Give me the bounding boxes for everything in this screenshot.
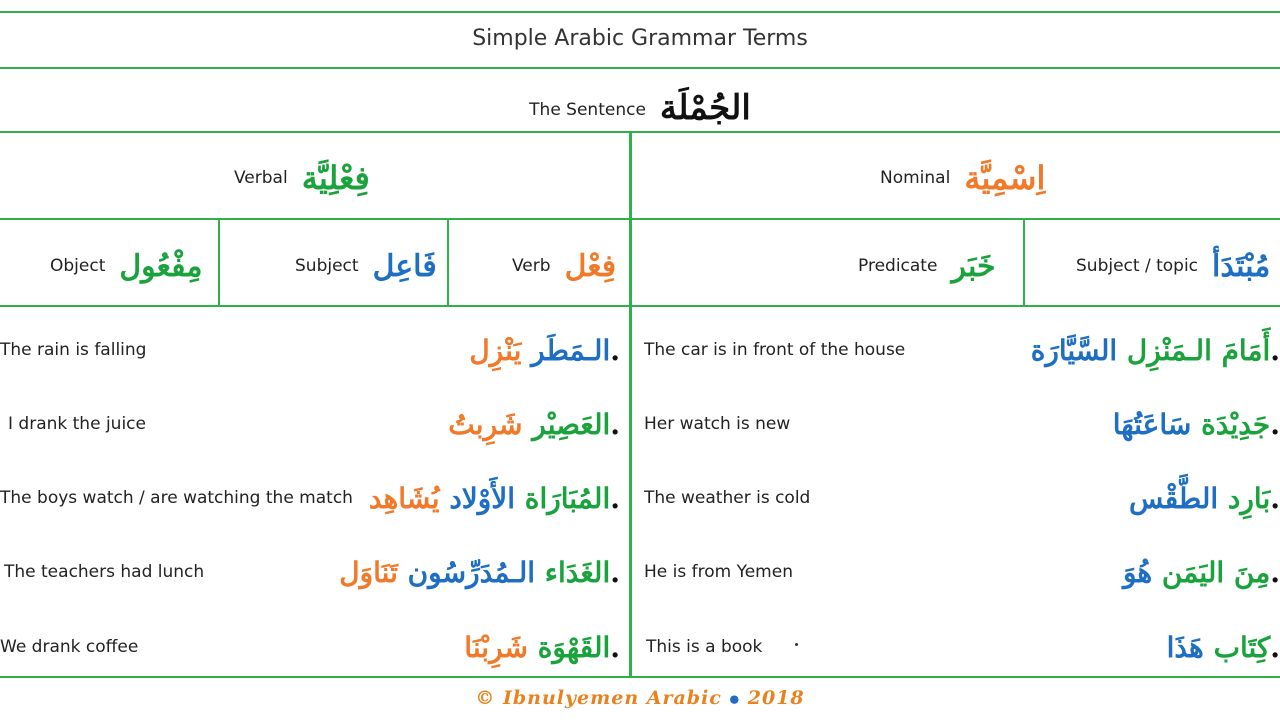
stray-dot bbox=[795, 643, 798, 646]
sentence-divider bbox=[0, 131, 1280, 133]
header-verb-arabic: فِعْل bbox=[564, 248, 617, 284]
header-predicate-arabic: خَبَر bbox=[951, 248, 996, 284]
verbal-example-arabic: .القَهْوَة شَرِبْنَا bbox=[464, 630, 620, 664]
sentence-heading bbox=[0, 78, 1280, 128]
verbal-example-english: We drank coffee bbox=[0, 637, 139, 657]
verbal-example-arabic: .المُبَارَاة الأَوْلاد يُشَاهِد bbox=[368, 481, 620, 515]
header-subject-english: Subject bbox=[295, 256, 359, 276]
list-item bbox=[0, 402, 620, 446]
footer-year: 2018 bbox=[747, 687, 805, 709]
predicate-topic-divider bbox=[1023, 218, 1025, 307]
header-topic-arabic: مُبْتَدَأ bbox=[1212, 248, 1271, 284]
nominal-english: Nominal bbox=[880, 168, 951, 188]
sentence-english: The Sentence bbox=[529, 100, 646, 120]
title-divider bbox=[0, 67, 1280, 69]
header-divider bbox=[0, 305, 1280, 307]
header-verb bbox=[512, 238, 616, 294]
header-predicate bbox=[858, 238, 996, 294]
list-item bbox=[0, 476, 620, 520]
list-item bbox=[0, 550, 620, 594]
header-topic-english: Subject / topic bbox=[1076, 256, 1199, 276]
header-subject-arabic: فَاعِل bbox=[372, 248, 437, 284]
header-topic bbox=[1076, 238, 1270, 294]
header-object-english: Object bbox=[50, 256, 106, 276]
footer-copyright: © Ibnulyemen Arabic bbox=[475, 687, 722, 709]
nominal-example-arabic: .أَمَامَ الـمَنْزِل السَّيَّارَة bbox=[1030, 333, 1280, 367]
nominal-type bbox=[880, 150, 1045, 206]
nominal-example-arabic: .مِنَ اليَمَن هُوَ bbox=[1122, 555, 1280, 589]
header-predicate-english: Predicate bbox=[858, 256, 938, 276]
list-item bbox=[644, 550, 1280, 594]
nominal-example-arabic: .كِتَاب هَذَا bbox=[1166, 630, 1280, 664]
verbal-example-arabic: .الغَدَاء الـمُدَرِّسُون تَنَاوَل bbox=[339, 555, 620, 589]
list-item bbox=[644, 476, 1280, 520]
nominal-example-english: The car is in front of the house bbox=[644, 340, 906, 360]
list-item bbox=[644, 328, 1280, 372]
verbal-example-arabic: .الـمَطَر يَنْزِل bbox=[469, 333, 620, 367]
verbal-example-arabic: .العَصِيْر شَرِبتُ bbox=[448, 407, 620, 441]
verbal-arabic: فِعْلِيَّة bbox=[301, 159, 370, 197]
type-divider bbox=[0, 218, 1280, 220]
verbal-example-english: The teachers had lunch bbox=[4, 562, 205, 582]
verbal-example-english: The boys watch / are watching the match bbox=[0, 488, 353, 508]
verbal-example-english: I drank the juice bbox=[8, 414, 146, 434]
sentence-arabic: الجُمْلَة bbox=[659, 88, 751, 128]
verbal-example-english: The rain is falling bbox=[0, 340, 147, 360]
page-title: Simple Arabic Grammar Terms bbox=[472, 26, 808, 51]
center-column-divider bbox=[629, 131, 632, 678]
top-border bbox=[0, 11, 1280, 13]
nominal-arabic: اِسْمِيَّة bbox=[964, 159, 1046, 197]
subject-verb-divider bbox=[447, 218, 449, 307]
nominal-example-english: This is a book bbox=[646, 637, 763, 657]
list-item bbox=[644, 402, 1280, 446]
list-item bbox=[0, 625, 620, 669]
header-object-arabic: مِفْعُول bbox=[119, 248, 203, 284]
copyright-footer bbox=[0, 687, 1280, 709]
nominal-example-english: Her watch is new bbox=[644, 414, 791, 434]
nominal-example-arabic: .جَدِيْدَة سَاعَتُهَا bbox=[1112, 407, 1280, 441]
footer-bullet: ● bbox=[729, 692, 741, 706]
header-subject bbox=[295, 238, 437, 294]
object-subject-divider bbox=[218, 218, 220, 307]
list-item bbox=[0, 328, 620, 372]
list-item bbox=[646, 625, 1280, 669]
bottom-border bbox=[0, 676, 1280, 678]
header-object bbox=[50, 238, 202, 294]
nominal-example-arabic: .بَارِد الطَّقْس bbox=[1129, 481, 1280, 515]
header-verb-english: Verb bbox=[512, 256, 551, 276]
nominal-example-english: The weather is cold bbox=[644, 488, 811, 508]
nominal-example-english: He is from Yemen bbox=[644, 562, 793, 582]
verbal-english: Verbal bbox=[234, 168, 288, 188]
verbal-type bbox=[234, 150, 370, 206]
